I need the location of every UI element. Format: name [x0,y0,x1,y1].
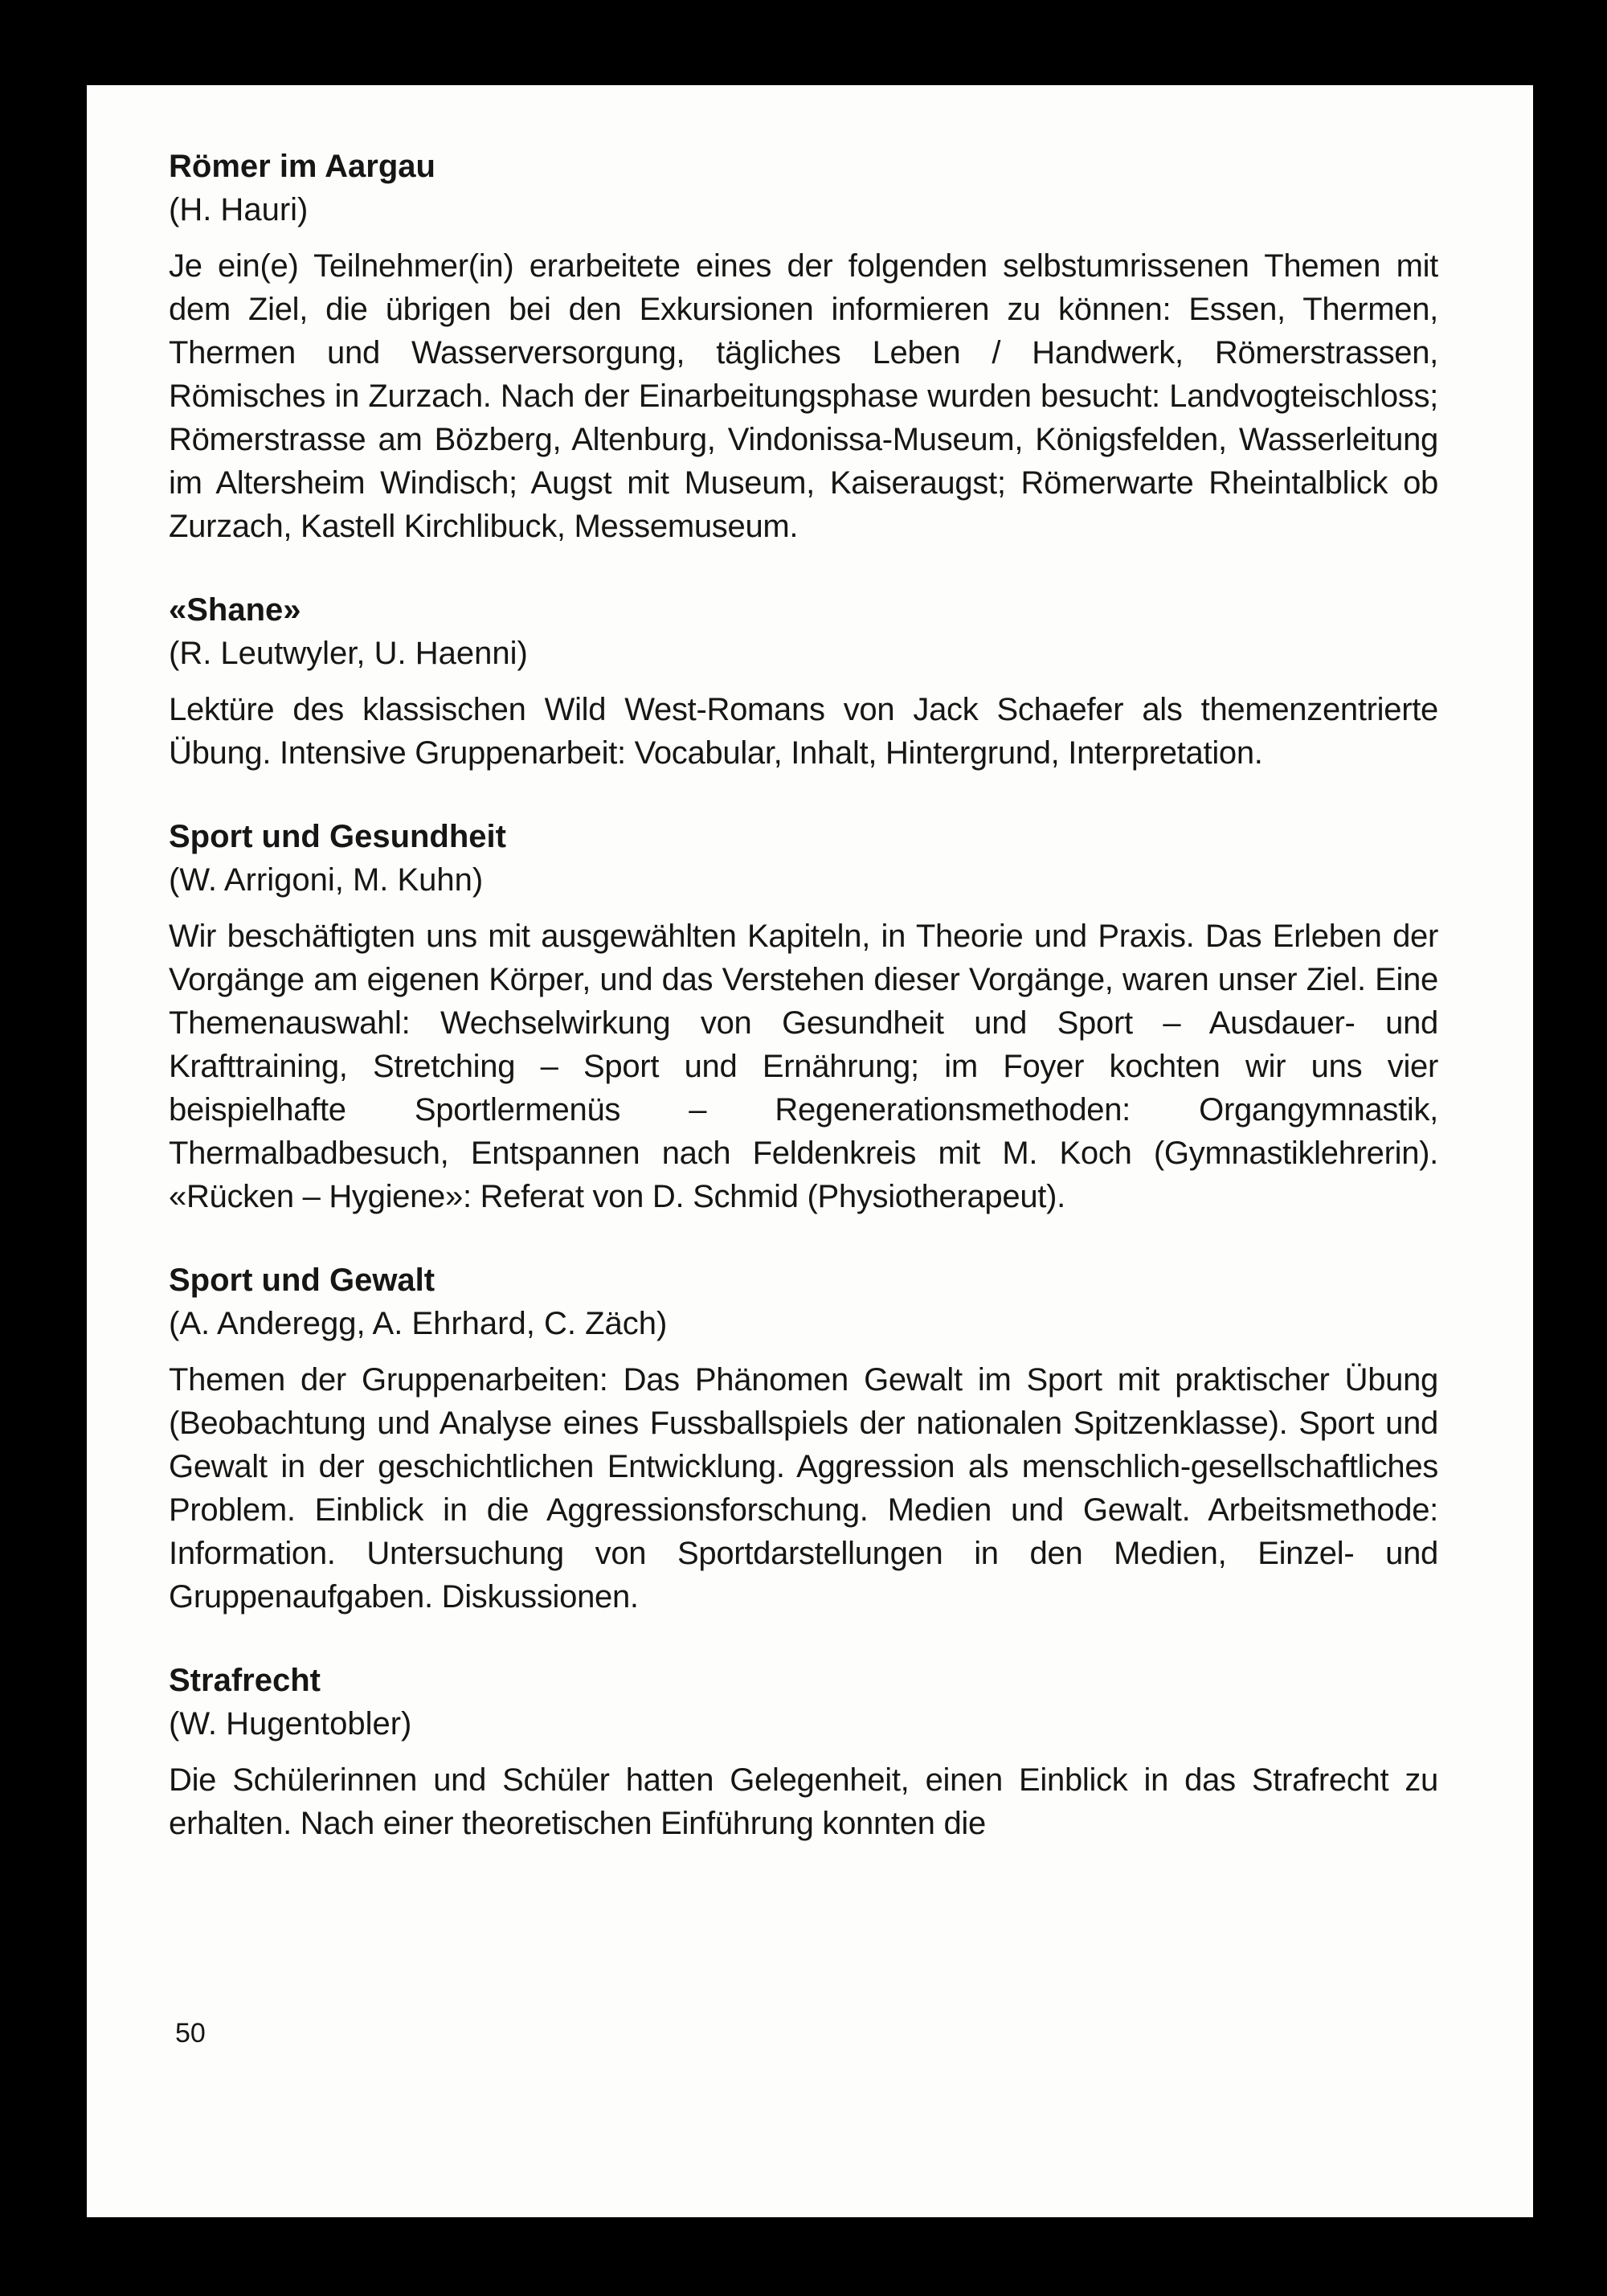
section-text: Je ein(e) Teilnehmer(in) erarbeitete eines der folgenden selbstumrissenen Themen mit dem Ziel, die übrigen bei den Exkursionen informieren zu können: Essen, Thermen, Thermen und Wasserversorgung, tägliches Leben / Handwerk, Römerstrassen, Römisches in Zurzach. Nach der Einarbeitungsphase wurden besucht: Landvogteischloss; Römerstrasse am Bözberg, Altenburg, Vindonissa-Museum, Königsfelden, Wasserleitung im Altersheim Windisch; Augst mit Museum, Kaiseraugst; Römerwarte Rheintalblick ob Zurzach, Kastell Kirchlibuck, Messemuseum. [169,248,1438,544]
section-sport-und-gesundheit [169,815,1438,1218]
section-text: Wir beschäftigten uns mit ausgewählten Kapiteln, in Theorie und Praxis. Das Erleben der Vorgänge am eigenen Körper, und das Verstehen dieser Vorgänge, waren unser Ziel. Eine Themenauswahl: Wechselwirkung von Gesundheit und Sport – Ausdauer- und Krafttraining, Stretching – Sport und Ernährung; im Foyer kochten wir uns vier beispielhafte Sportlermenüs – Regenerationsmethoden: Organgymnastik, Thermalbadbesuch, Entspannen nach Feldenkreis mit M. Koch (Gymnastiklehrerin). «Rücken – Hygiene»: Referat von D. Schmid (Physiotherapeut). [169,919,1438,1214]
page-content [169,145,1438,1885]
section-title: «Shane» [169,592,301,628]
section-text: Themen der Gruppenarbeiten: Das Phänomen Gewalt im Sport mit praktischer Übung (Beobachtung und Analyse eines Fussballspiels der nationalen Spitzenklasse). Sport und Gewalt in der geschichtlichen Entwicklung. Aggression als menschlich-gesellschaftliches Problem. Einblick in die Aggressionsforschung. Medien und Gewalt. Arbeitsmethode: Information. Untersuchung von Sportdarstellungen in den Medien, Einzel- und Gruppenaufgaben. Diskussionen. [169,1362,1438,1615]
section-sport-und-gewalt [169,1259,1438,1619]
section-authors: (W. Arrigoni, M. Kuhn) [169,862,484,898]
section-strafrecht [169,1659,1438,1845]
section-text: Die Schülerinnen und Schüler hatten Gelegenheit, einen Einblick in das Strafrecht zu erhalten. Nach einer theoretischen Einführung konnten die [169,1762,1438,1841]
section-title: Sport und Gesundheit [169,819,506,854]
section-title: Sport und Gewalt [169,1263,435,1298]
section-roemer-im-aargau [169,145,1438,548]
section-authors: (W. Hugentobler) [169,1706,412,1741]
section-title: Römer im Aargau [169,149,435,184]
section-authors: (H. Hauri) [169,192,309,227]
section-authors: (R. Leutwyler, U. Haenni) [169,636,528,671]
section-title: Strafrecht [169,1663,321,1698]
section-shane [169,588,1438,775]
page-number: 50 [175,2018,206,2048]
section-text: Lektüre des klassischen Wild West-Romans von Jack Schaefer als themenzentrierte Übung. Intensive Gruppenarbeit: Vocabular, Inhalt, Hintergrund, Interpretation. [169,692,1438,771]
section-authors: (A. Anderegg, A. Ehrhard, C. Zäch) [169,1306,668,1341]
